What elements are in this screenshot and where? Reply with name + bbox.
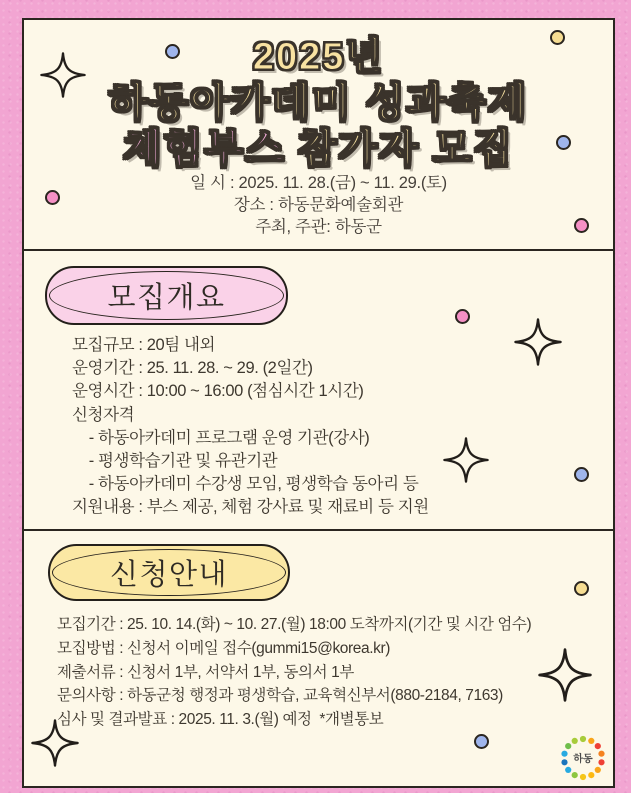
section-heading-apply — [48, 544, 290, 601]
event-host: 주최, 주관: 하동군 — [255, 218, 382, 236]
dot-decoration — [574, 467, 589, 482]
text-line: 지원내용 : 부스 제공, 체험 강사료 및 재료비 등 지원 — [72, 498, 429, 517]
hadong-logo — [558, 733, 608, 783]
dot-decoration — [474, 734, 489, 749]
overview-body — [72, 334, 429, 520]
section-heading-overview-label: 모집개요 — [107, 282, 226, 314]
poster-title — [22, 34, 615, 172]
sparkle-icon — [443, 437, 489, 483]
text-line: - 하동아카데미 수강생 모임, 평생학습 동아리 등 — [72, 475, 419, 494]
event-datetime: 일 시 : 2025. 11. 28.(금) ~ 11. 29.(토) — [190, 174, 447, 192]
text-line: 문의사항 : 하동군청 행정과 평생학습, 교육혁신부서(880-2184, 7163) — [57, 687, 503, 705]
text-line: 모집규모 : 20팀 내외 — [72, 336, 216, 354]
poster-title-line-3 — [22, 126, 615, 172]
text-line: 운영기간 : 25. 11. 28. ~ 29. (2일간) — [72, 359, 313, 378]
title-rest: 참가자 모집 — [297, 127, 514, 171]
text-line: 심사 및 결과발표 : 2025. 11. 3.(월) 예정 *개별통보 — [57, 711, 384, 729]
panel-divider-top — [22, 249, 615, 251]
poster-title-line-1: 2025년 — [252, 36, 385, 78]
dot-decoration — [574, 581, 589, 596]
text-line: - 하동아카데미 프로그램 운영 기관(강사) — [72, 428, 370, 447]
sparkle-icon — [40, 52, 86, 98]
dot-decoration — [550, 30, 565, 45]
text-line: 운영시간 : 10:00 ~ 16:00 (점심시간 1시간) — [72, 382, 364, 401]
text-line: - 평생학습기관 및 유관기관 — [72, 452, 278, 471]
text-line: 모집기간 : 25. 10. 14.(화) ~ 10. 27.(월) 18:00 도착까지(기간 및 시간 엄수) — [57, 616, 532, 633]
dot-decoration — [455, 309, 470, 324]
text-line: 모집방법 : 신청서 이메일 접수(gummi15@korea.kr) — [57, 639, 391, 657]
poster-title-line-2: 하동아카데미 성과축제 — [108, 81, 529, 125]
apply-body — [57, 613, 531, 732]
dot-decoration — [574, 218, 589, 233]
sparkle-icon — [538, 648, 592, 702]
panel-divider-bottom — [22, 529, 615, 531]
sparkle-icon — [514, 318, 562, 366]
hadong-logo-text: 하동 — [573, 754, 593, 765]
text-line: 신청자격 — [72, 405, 135, 424]
section-heading-overview — [45, 266, 288, 325]
sparkle-icon — [31, 719, 79, 767]
title-highlight: 체험부스 — [123, 127, 286, 171]
section-heading-apply-label: 신청안내 — [109, 559, 229, 591]
dot-decoration — [45, 190, 60, 205]
text-line: 제출서류 : 신청서 1부, 서약서 1부, 동의서 1부 — [57, 663, 354, 681]
dot-decoration — [165, 44, 180, 59]
dot-decoration — [556, 135, 571, 150]
event-info — [22, 172, 615, 238]
event-venue: 장소 : 하동문화예술회관 — [233, 196, 404, 214]
